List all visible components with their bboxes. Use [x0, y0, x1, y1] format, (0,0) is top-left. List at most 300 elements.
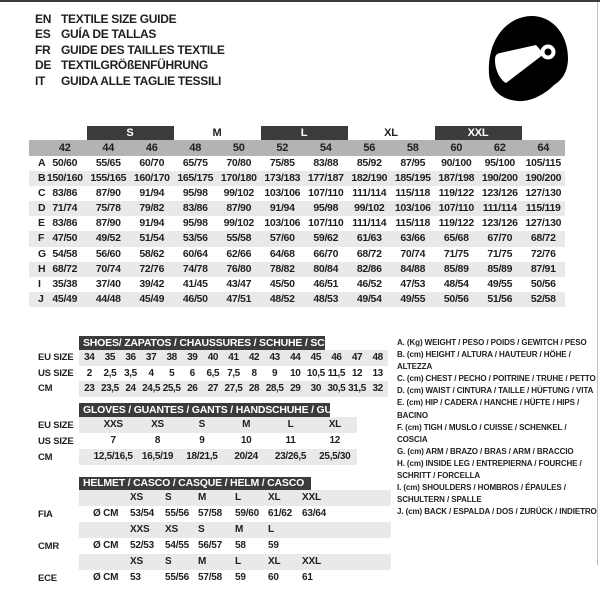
size-number: 50	[232, 142, 245, 154]
size-value: 8	[154, 435, 161, 446]
size-value: 46	[331, 352, 342, 363]
size-value: 41	[228, 352, 239, 363]
measure-value: 79/82	[139, 202, 165, 215]
size-value: 3,5	[124, 367, 137, 379]
measure-value: 119/122	[438, 187, 474, 200]
measure-value: 99/102	[223, 217, 254, 230]
size-value: XL	[328, 419, 341, 430]
helmet-cell: 60	[268, 572, 279, 583]
measure-value: 62/66	[226, 247, 252, 260]
helmet-cell: M	[198, 492, 207, 503]
measure-value: 127/130	[525, 217, 562, 230]
helmet-cell: XS	[130, 556, 143, 567]
measure-value: 95/98	[182, 217, 208, 230]
helmet-value-row	[79, 538, 391, 554]
helmet-cell: 61	[302, 572, 313, 583]
table-row	[79, 449, 357, 465]
size-number: 42	[58, 142, 71, 154]
size-value: 32	[372, 383, 383, 394]
helmet-cell	[79, 554, 130, 570]
shoes-rows	[79, 350, 388, 397]
measure-value: 50/60	[52, 157, 78, 169]
size-value: 12	[351, 367, 363, 379]
size-value: 36	[125, 352, 136, 363]
size-number: 54	[319, 142, 332, 154]
measure-value: 68/72	[52, 262, 78, 275]
legend-item: E. (cm) HIP / CADERA / HANCHE / HÜFTE / HIPS / BACINO	[397, 398, 580, 420]
measure-value: 187/198	[438, 172, 475, 185]
shoes-eu-size-label: EU SIZE	[38, 352, 74, 363]
measure-value: 71/75	[487, 247, 513, 260]
measure-value: 190/200	[525, 172, 562, 185]
measure-value: 115/118	[395, 187, 431, 200]
measure-value: 155/165	[90, 172, 127, 185]
size-value: 27,5	[224, 383, 243, 394]
measure-value: 85/89	[487, 262, 513, 275]
size-value: 23	[84, 383, 95, 394]
helmet-cell: 59/60	[235, 508, 260, 519]
measure-value: 83/86	[182, 202, 208, 215]
helmet-rows	[79, 490, 391, 586]
size-value: 10	[290, 367, 301, 379]
measure-value: 58/62	[139, 247, 165, 260]
size-value: 43	[269, 352, 280, 363]
measure-value: 111/114	[352, 187, 387, 200]
size-value: 28,5	[265, 383, 284, 394]
size-value: 7,5	[227, 367, 240, 379]
measure-value: 47/50	[52, 232, 78, 245]
size-value: 37	[145, 352, 157, 363]
shoes-cm-label: CM	[38, 383, 53, 394]
helmet-cell	[79, 522, 130, 538]
table-row	[79, 350, 388, 366]
language-code: EN	[35, 12, 52, 26]
helmet-value-row	[79, 570, 391, 586]
measure-row	[29, 231, 565, 246]
helmet-cell: S	[198, 524, 205, 535]
measure-value: 103/106	[394, 202, 431, 215]
size-value: 25,5	[162, 383, 181, 394]
measure-value: 107/110	[308, 187, 344, 200]
gloves-rows	[79, 417, 357, 465]
top-border-line	[0, 0, 600, 2]
measure-value: 115/118	[395, 217, 431, 230]
helmet-cell: 57/58	[198, 508, 223, 519]
measure-value: 66/70	[313, 247, 339, 260]
measure-value: 45/49	[139, 292, 165, 305]
measure-value: 37/40	[95, 277, 121, 290]
helmet-size-row	[79, 554, 391, 570]
measure-row	[29, 277, 565, 292]
size-value: 44	[290, 352, 301, 363]
size-value: 8	[251, 367, 257, 379]
language-row	[35, 58, 225, 73]
measure-value: 87/90	[95, 187, 121, 200]
helmet-table	[79, 477, 391, 586]
helmet-cell: Ø CM	[93, 540, 119, 551]
measure-value: 119/122	[438, 217, 474, 230]
helmet-cell: XL	[268, 556, 281, 567]
size-value: 47	[351, 352, 363, 363]
gloves-eu-size-label: EU SIZE	[38, 420, 74, 431]
measure-value: 70/74	[400, 247, 426, 260]
measure-key: E	[38, 217, 45, 230]
size-number: 52	[276, 142, 289, 154]
gloves-table-title: GLOVES / GUANTES / GANTS / HANDSCHUHE / GUANTI	[79, 403, 330, 417]
size-number: 44	[102, 142, 115, 154]
racing-helmet-icon	[486, 14, 570, 106]
shoes-table	[79, 336, 388, 397]
size-value: XXS	[103, 419, 123, 430]
helmet-cell	[302, 522, 391, 538]
language-row	[35, 43, 225, 58]
measure-value: 90/100	[441, 157, 472, 169]
measure-row	[29, 216, 565, 231]
helmet-cell: L	[235, 556, 241, 567]
measure-value: 67/70	[487, 232, 513, 245]
measure-value: 85/92	[356, 157, 382, 169]
measure-value: 47/53	[400, 277, 426, 290]
helmet-cell: XS	[130, 492, 143, 503]
size-band-xxl: XXL	[435, 126, 522, 140]
measure-value: 123/126	[481, 217, 518, 230]
measure-row	[29, 292, 565, 307]
size-value: 2	[86, 367, 92, 379]
measure-value: 83/88	[313, 157, 339, 169]
helmet-cell: 59	[235, 572, 246, 583]
measure-value: 76/80	[226, 262, 252, 275]
size-value: 23,5	[100, 383, 119, 394]
size-number: 48	[189, 142, 202, 154]
size-value: 6,5	[206, 367, 220, 379]
helmet-cell: Ø CM	[93, 508, 119, 519]
shoes-us-size-label: US SIZE	[38, 367, 74, 379]
helmet-cell: S	[165, 492, 172, 503]
legend-list	[397, 337, 599, 518]
table-row	[79, 433, 357, 449]
measure-value: 182/190	[351, 172, 388, 185]
language-title: TEXTILE SIZE GUIDE	[61, 12, 177, 26]
measure-value: 49/52	[95, 232, 121, 245]
measure-value: 83/86	[52, 217, 78, 230]
size-band-row	[29, 126, 565, 140]
language-title: GUIDE DES TAILLES TEXTILE	[61, 42, 225, 57]
legend-item: B. (cm) HEIGHT / ALTURA / HAUTEUR / HÖHE / ALTEZZA	[397, 350, 571, 372]
size-number: 56	[363, 142, 376, 154]
measure-value: 91/94	[139, 187, 165, 200]
helmet-cell: 63/64	[302, 508, 327, 519]
measure-value: 160/170	[133, 172, 170, 185]
helmet-ece-label: ECE	[38, 573, 57, 584]
measure-row	[29, 201, 565, 216]
size-value: 24	[125, 383, 136, 394]
helmet-cell	[79, 490, 130, 506]
measure-key: D	[38, 202, 46, 215]
language-code: ES	[35, 27, 51, 42]
measure-value: 185/195	[394, 172, 431, 185]
measure-key: I	[38, 277, 41, 290]
measure-value: 48/53	[313, 292, 339, 305]
helmet-cell: 54/55	[165, 540, 190, 551]
measure-key: C	[38, 187, 46, 200]
legend-item: G. (cm) ARM / BRAZO / BRAS / ARM / BRACCIO	[397, 446, 574, 456]
size-value: 18/21,5	[186, 451, 218, 462]
measure-value: 48/54	[443, 277, 469, 290]
size-number: 46	[145, 142, 158, 154]
size-number: 58	[406, 142, 419, 154]
language-code: IT	[35, 73, 46, 88]
measure-value: 41/45	[182, 277, 208, 290]
gloves-table	[79, 403, 357, 465]
helmet-cell: XXL	[302, 492, 321, 503]
size-value: 39	[187, 352, 198, 363]
helmet-cell: XXS	[130, 524, 150, 535]
legend-item: H. (cm) INSIDE LEG / ENTREPIERNA / FOURCHE / SCHRITT / FORCELLA	[397, 458, 582, 481]
size-value: S	[198, 419, 205, 430]
size-number: 60	[450, 142, 463, 154]
measure-value: 39/42	[139, 277, 165, 290]
size-value: 9	[272, 367, 278, 379]
band-spacer	[29, 126, 87, 140]
measure-key: J	[38, 292, 44, 305]
size-value: 31,5	[348, 383, 366, 394]
measure-value: 111/114	[352, 217, 387, 230]
measure-value: 70/74	[95, 262, 121, 275]
measure-value: 45/50	[269, 277, 295, 290]
main-size-table	[29, 126, 565, 307]
size-value: 10	[240, 435, 252, 446]
helmet-table-title: HELMET / CASCO / CASQUE / HELM / CASCO	[79, 477, 311, 490]
measure-value: 48/52	[269, 292, 295, 305]
size-number: 62	[493, 142, 506, 154]
size-value: 12,5/16,5	[93, 451, 133, 462]
size-band-s: S	[87, 126, 174, 140]
helmet-cell: XL	[268, 492, 281, 503]
helmet-cmr-label: CMR	[38, 541, 60, 552]
helmet-size-row	[79, 522, 391, 538]
measure-value: 177/187	[307, 172, 344, 185]
helmet-size-row	[79, 490, 391, 506]
helmet-cell: XS	[165, 524, 178, 535]
measure-value: 150/160	[46, 172, 83, 185]
gloves-cm-label: CM	[38, 452, 53, 463]
legend-item: D. (cm) WAIST / CINTURA / TAILLE / HÜFTUNG / VITA	[397, 386, 594, 396]
table-row	[79, 366, 388, 382]
measure-value: 46/52	[356, 277, 382, 290]
measure-value: 54/58	[52, 247, 78, 260]
language-row	[35, 12, 225, 27]
helmet-cell: 61/62	[268, 508, 293, 519]
measure-value: 35/38	[52, 277, 78, 290]
measure-value: 65/75	[182, 157, 208, 169]
measure-value: 63/66	[400, 232, 426, 245]
language-row	[35, 27, 225, 42]
measure-value: 83/86	[52, 187, 78, 200]
measure-row	[29, 247, 565, 262]
measure-value: 84/88	[400, 262, 426, 275]
helmet-cell: 52/53	[130, 540, 155, 551]
measure-value: 61/63	[356, 232, 382, 245]
size-value: 5	[169, 367, 175, 379]
measure-value: 50/56	[443, 292, 469, 305]
helmet-cell: L	[268, 524, 274, 535]
measure-row	[29, 156, 565, 171]
size-number-row	[29, 140, 565, 156]
legend-item: F. (cm) TIGH / MUSLO / CUISSE / SCHENKEL / COSCIA	[397, 422, 567, 444]
measure-value: 60/64	[182, 247, 208, 260]
table-row	[79, 381, 388, 397]
size-value: 40	[207, 352, 219, 363]
measure-value: 46/50	[182, 292, 208, 305]
measure-value: 57/60	[269, 232, 295, 245]
size-value: 35	[104, 352, 116, 363]
size-value: 30,5	[327, 383, 346, 394]
size-value: 13	[372, 367, 383, 379]
size-value: 25,5/30	[319, 451, 351, 462]
size-value: 30	[310, 383, 321, 394]
size-value: 29	[290, 383, 301, 394]
measure-value: 68/72	[356, 247, 382, 260]
measure-value: 99/102	[223, 187, 254, 200]
measure-value: 46/51	[313, 277, 339, 290]
shoes-table-title: SHOES/ ZAPATOS / CHAUSSURES / SCHUHE / SCARPE	[79, 336, 325, 350]
measure-key: B	[38, 172, 46, 185]
helmet-cell: 57/58	[198, 572, 223, 583]
helmet-cell: 53	[130, 572, 141, 583]
measure-key: F	[38, 232, 45, 245]
size-value: 38	[166, 352, 177, 363]
helmet-value-row	[79, 506, 391, 522]
legend-item: I. (cm) SHOULDERS / HOMBROS / ÉPAULES / SCHULTERN / SPALLE	[397, 483, 566, 505]
size-value: 48	[372, 352, 383, 363]
helmet-cell	[302, 538, 391, 554]
size-value: 12	[329, 435, 341, 446]
measure-value: 49/54	[356, 292, 382, 305]
helmet-cell: M	[235, 524, 244, 535]
size-value: 20/24	[234, 451, 258, 462]
measure-value: 87/90	[95, 217, 121, 230]
size-value: XS	[151, 419, 164, 430]
size-value: 11	[285, 435, 296, 446]
size-value: 6	[189, 367, 195, 379]
measure-value: 103/106	[264, 187, 301, 200]
legend-item: J. (cm) BACK / ESPALDA / DOS / ZURÜCK / INDIETRO	[397, 507, 597, 517]
size-band-m: M	[212, 127, 222, 139]
measure-value: 75/85	[269, 157, 295, 169]
measure-value: 115/119	[525, 202, 561, 215]
measure-value: 91/94	[139, 217, 165, 230]
measure-value: 60/70	[139, 157, 165, 169]
language-title: GUIDA ALLE TAGLIE TESSILI	[61, 73, 222, 88]
helmet-cell: 59	[268, 540, 279, 551]
measure-value: 87/90	[226, 202, 252, 215]
measure-value: 87/91	[530, 262, 556, 275]
helmet-cell: M	[198, 556, 207, 567]
measure-value: 44/48	[95, 292, 121, 305]
language-title: TEXTILGRÖßENFÜHRUNG	[61, 58, 208, 73]
measure-value: 49/55	[487, 277, 513, 290]
measure-value: 49/55	[400, 292, 426, 305]
measure-value: 64/68	[269, 247, 295, 260]
measure-value: 55/58	[226, 232, 252, 245]
size-value: 4	[148, 367, 154, 379]
measure-value: 72/76	[530, 247, 556, 260]
measure-value: 190/200	[481, 172, 518, 185]
helmet-cell: 53/54	[130, 508, 155, 519]
measure-value: 71/74	[52, 202, 78, 215]
helmet-cell: XXL	[302, 556, 321, 567]
size-value: 34	[84, 352, 95, 363]
measure-value: 123/126	[481, 187, 518, 200]
measure-value: 95/98	[182, 187, 208, 200]
size-value: 2,5	[103, 367, 117, 379]
measure-value: 65/68	[443, 232, 469, 245]
size-value: 27	[207, 383, 219, 394]
measure-value: 95/100	[484, 157, 515, 169]
helmet-fia-label: FIA	[38, 509, 53, 520]
size-value: 23/26,5	[274, 451, 307, 462]
table-row	[79, 417, 357, 433]
measure-value: 105/115	[525, 157, 561, 169]
legend-item: C. (cm) CHEST / PECHO / POITRINE / TRUHE / PETTO	[397, 374, 596, 384]
measure-value: 72/76	[139, 262, 165, 275]
measure-value: 82/86	[356, 262, 382, 275]
measure-key: G	[38, 247, 46, 260]
measure-value: 99/102	[354, 202, 385, 215]
size-value: 42	[248, 352, 260, 363]
measure-value: 52/58	[530, 292, 556, 305]
size-number: 64	[537, 142, 550, 154]
measure-value: 68/72	[530, 232, 556, 245]
size-band-xl: XL	[384, 127, 398, 139]
measure-value: 127/130	[525, 187, 562, 200]
size-band-l: L	[261, 126, 348, 140]
measure-value: 56/60	[95, 247, 121, 260]
measure-value: 170/180	[220, 172, 257, 185]
measure-value: 165/175	[177, 172, 214, 185]
measure-value: 70/80	[226, 157, 252, 169]
size-value: 45	[310, 352, 321, 363]
measure-row	[29, 262, 565, 277]
gloves-us-size-label: US SIZE	[38, 436, 74, 447]
main-size-table-body	[29, 140, 565, 307]
language-row	[35, 74, 225, 89]
measure-value: 50/56	[530, 277, 556, 290]
size-value: 9	[199, 435, 205, 446]
helmet-cell: Ø CM	[93, 572, 119, 583]
measure-value: 51/56	[487, 292, 513, 305]
measure-value: 71/75	[443, 247, 469, 260]
helmet-cell: 55/56	[165, 508, 190, 519]
measure-value: 78/82	[269, 262, 295, 275]
measure-row	[29, 186, 565, 201]
size-value: 26	[187, 383, 198, 394]
measure-value: 45/49	[52, 292, 78, 305]
measure-value: 47/51	[226, 292, 252, 305]
size-value: 10,5	[306, 367, 325, 379]
size-value: L	[287, 419, 294, 430]
measure-value: 75/78	[95, 202, 121, 215]
size-value: 28	[248, 383, 260, 394]
measure-value: 111/114	[482, 202, 517, 215]
measure-value: 51/54	[139, 232, 165, 245]
size-value: 24,5	[142, 383, 161, 394]
legend-item: A. (Kg) WEIGHT / PESO / POIDS / GEWITCH / PESO	[397, 338, 587, 347]
helmet-cell: 58	[235, 540, 246, 551]
language-title: GUÍA DE TALLAS	[61, 27, 157, 42]
helmet-cell: 56/57	[198, 540, 223, 551]
measure-value: 80/84	[313, 262, 339, 275]
